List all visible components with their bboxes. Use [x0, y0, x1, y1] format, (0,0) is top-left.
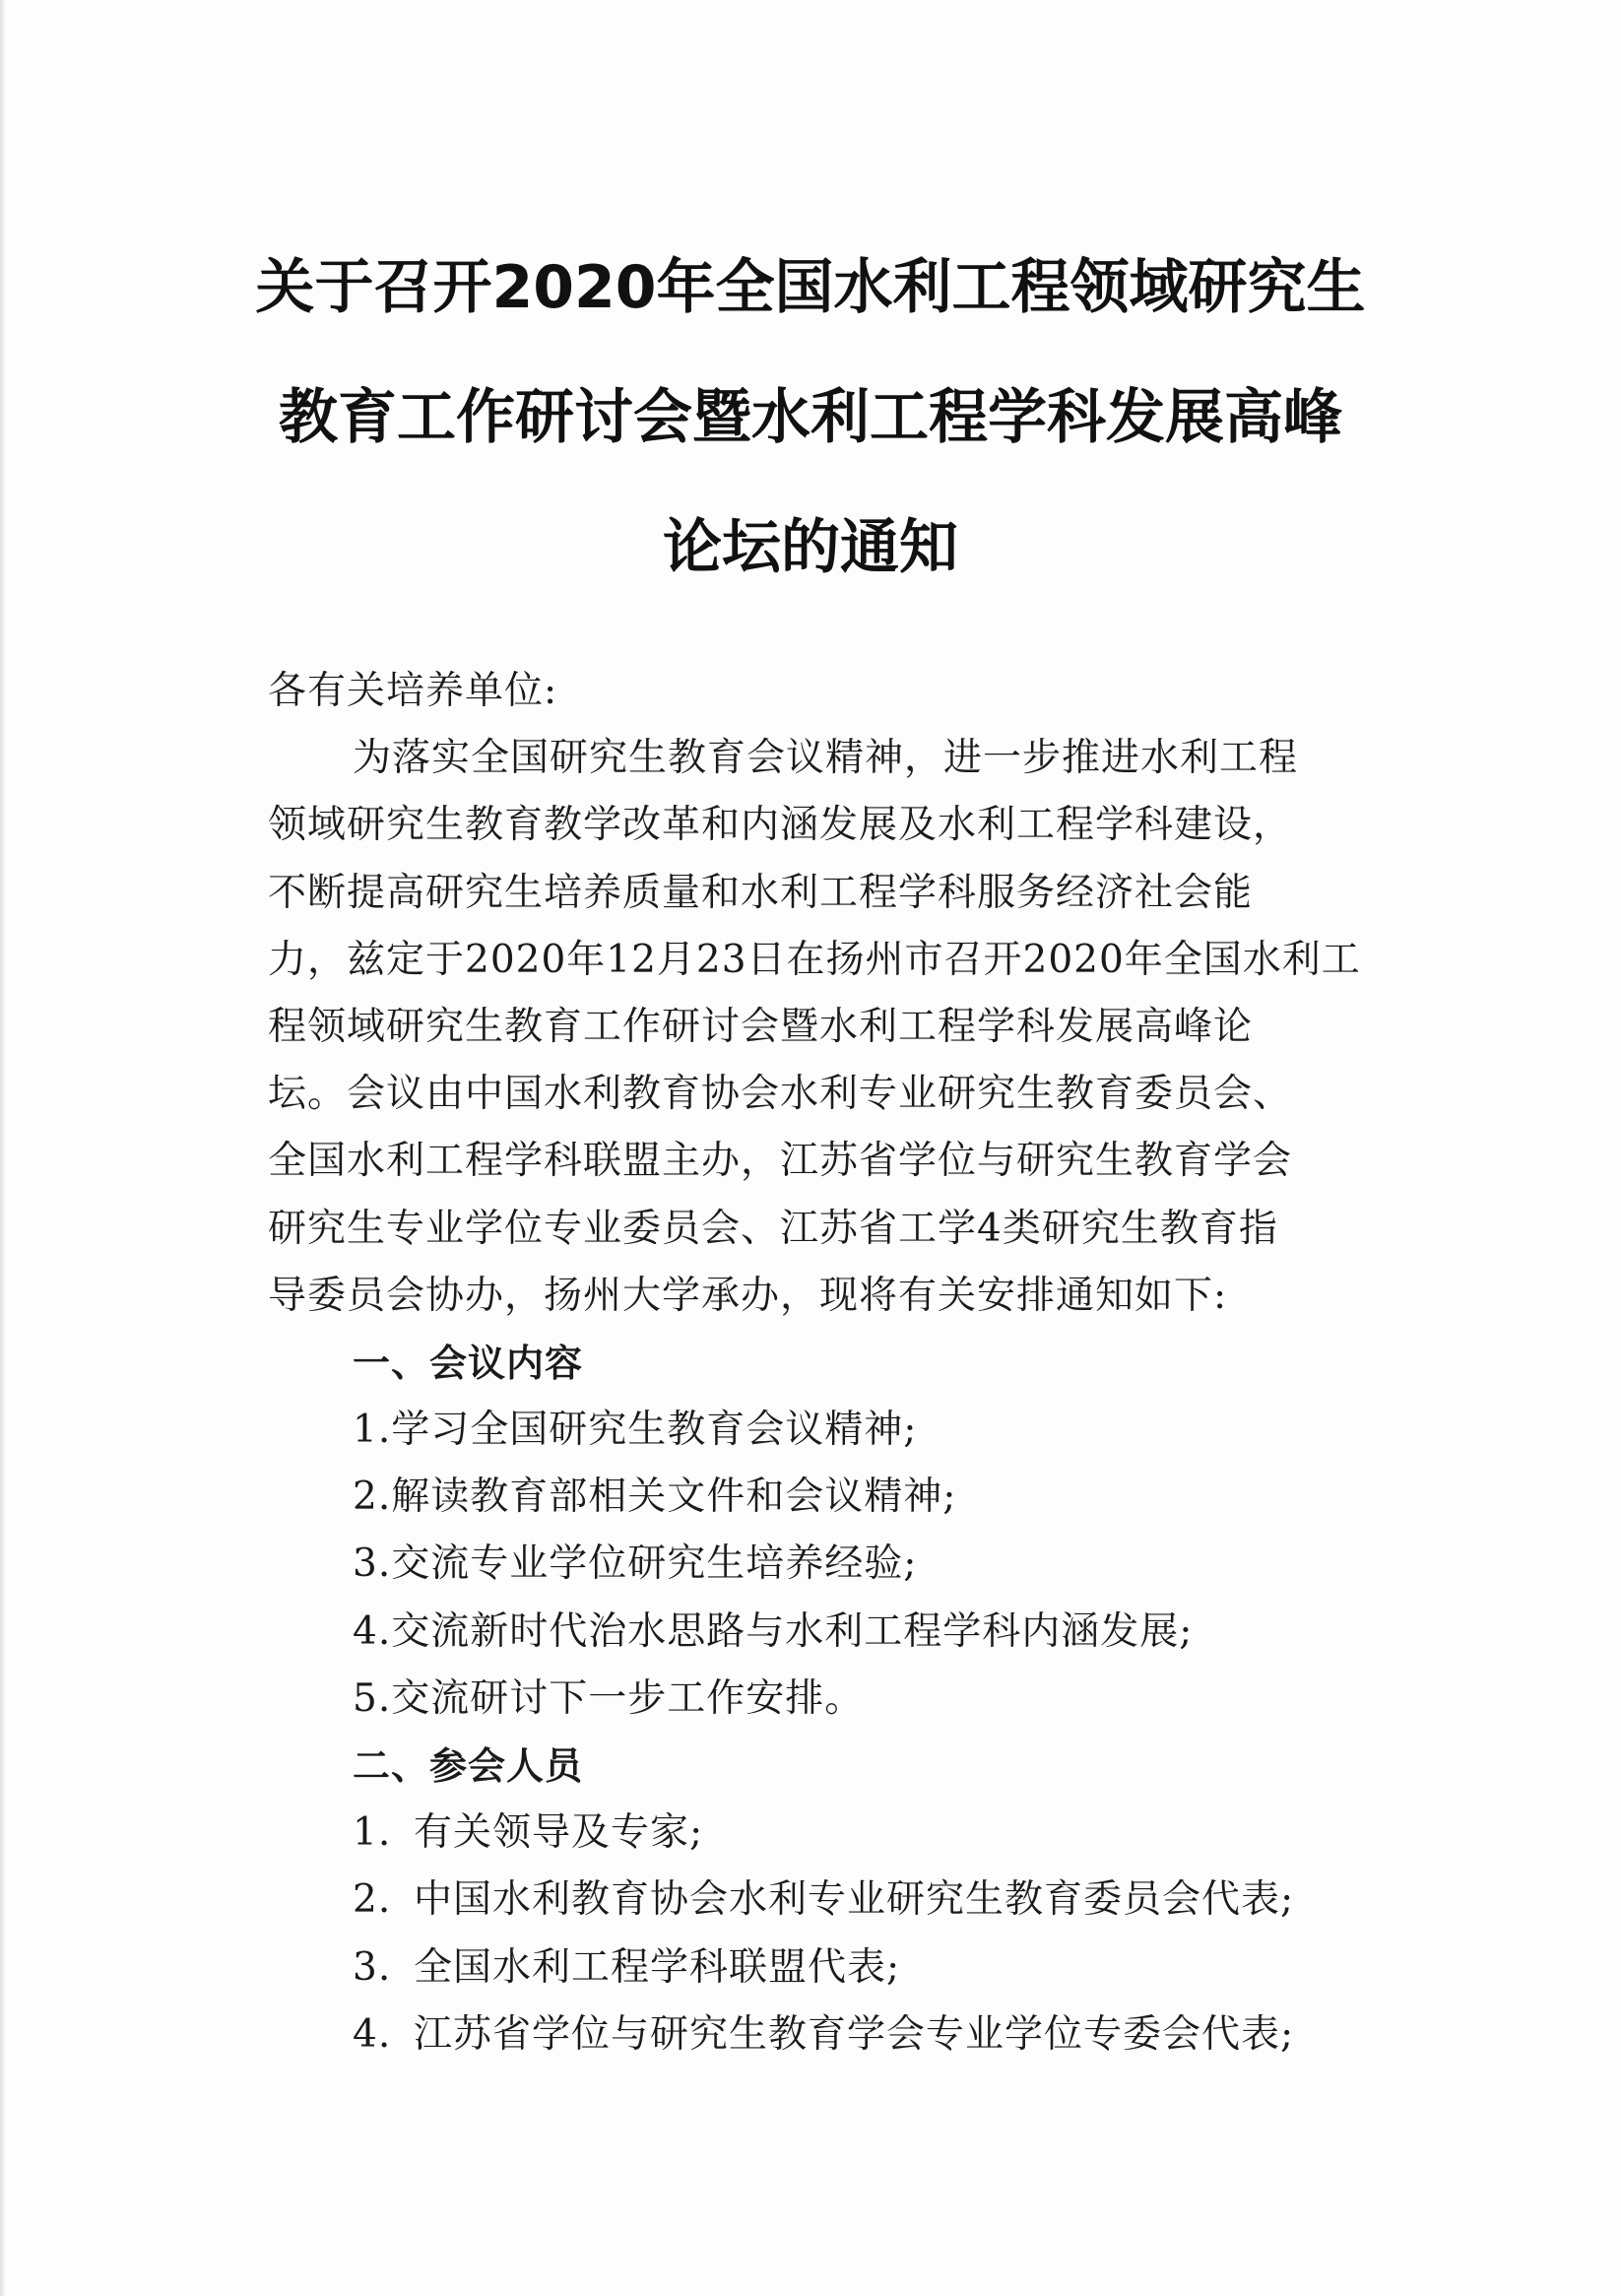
- title-line-3: 论坛的通知: [663, 513, 958, 582]
- participant-item: [268, 1867, 1361, 1934]
- title-line-1: 关于召开2020年全国水利工程领域研究生: [255, 253, 1366, 322]
- agenda-item: [268, 1464, 1361, 1531]
- notice-title: [236, 223, 1385, 613]
- intro-line-2: 领域研究生教育教学改革和内涵发展及水利工程学科建设，: [268, 803, 1293, 848]
- participant-item: [268, 1800, 1361, 1867]
- agenda-item-text: 交流研讨下一步工作安排。: [391, 1675, 865, 1721]
- participant-item-text: 中国水利教育协会水利专业研究生教育委员会代表;: [414, 1877, 1295, 1923]
- participant-item-text: 全国水利工程学科联盟代表;: [414, 1944, 901, 1990]
- agenda-item-text: 学习全国研究生教育会议精神;: [391, 1408, 918, 1453]
- agenda-item-number: 1.: [353, 1408, 392, 1453]
- participant-item-number: 3.: [353, 1944, 392, 1990]
- scan-edge-shadow: [0, 0, 6, 2296]
- participant-item: [268, 1935, 1361, 2001]
- participant-item-number: 2.: [353, 1877, 392, 1923]
- title-line-2: 教育工作研讨会暨水利工程学科发展高峰: [279, 383, 1342, 452]
- intro-line-3: 不断提高研究生培养质量和水利工程学科服务经济社会能: [268, 870, 1254, 915]
- agenda-item-text: 解读教育部相关文件和会议精神;: [391, 1475, 957, 1520]
- section-2-heading: 二、参会人员: [353, 1744, 584, 1788]
- agenda-item: [268, 1397, 1361, 1464]
- agenda-item: [268, 1531, 1361, 1598]
- intro-line-1: 为落实全国研究生教育会议精神，进一步推进水利工程: [353, 736, 1299, 781]
- agenda-item-number: 5.: [353, 1675, 392, 1721]
- participant-item-number: 4.: [353, 2011, 392, 2057]
- intro-line-7: 全国水利工程学科联盟主办，江苏省学位与研究生教育学会: [268, 1139, 1293, 1184]
- intro-line-5: 程领域研究生教育工作研讨会暨水利工程学科发展高峰论: [268, 1004, 1254, 1049]
- salutation: 各有关培养单位:: [268, 669, 558, 713]
- intro-line-9: 导委员会协办，扬州大学承办，现将有关安排通知如下:: [268, 1273, 1228, 1318]
- participant-item-text: 有关领导及专家;: [414, 1810, 704, 1856]
- agenda-item-number: 4.: [353, 1608, 392, 1654]
- intro-line-6: 坛。会议由中国水利教育协会水利专业研究生教育委员会、: [268, 1072, 1293, 1117]
- participant-item: [268, 2001, 1361, 2068]
- agenda-item-text: 交流新时代治水思路与水利工程学科内涵发展;: [391, 1608, 1194, 1654]
- intro-line-4: 力，兹定于2020年12月23日在扬州市召开2020年全国水利工: [268, 937, 1361, 982]
- agenda-item-number: 2.: [353, 1475, 392, 1520]
- agenda-item: [268, 1599, 1361, 1666]
- section-1-heading: 一、会议内容: [353, 1341, 584, 1385]
- participant-item-text: 江苏省学位与研究生教育学会专业学位专委会代表;: [414, 2011, 1295, 2057]
- intro-line-8: 研究生专业学位专业委员会、江苏省工学4类研究生教育指: [268, 1206, 1278, 1251]
- notice-body: [268, 658, 1361, 2068]
- agenda-item-text: 交流专业学位研究生培养经验;: [391, 1542, 918, 1587]
- agenda-item-number: 3.: [353, 1542, 392, 1587]
- participant-item-number: 1.: [353, 1810, 392, 1856]
- agenda-item: [268, 1666, 1361, 1733]
